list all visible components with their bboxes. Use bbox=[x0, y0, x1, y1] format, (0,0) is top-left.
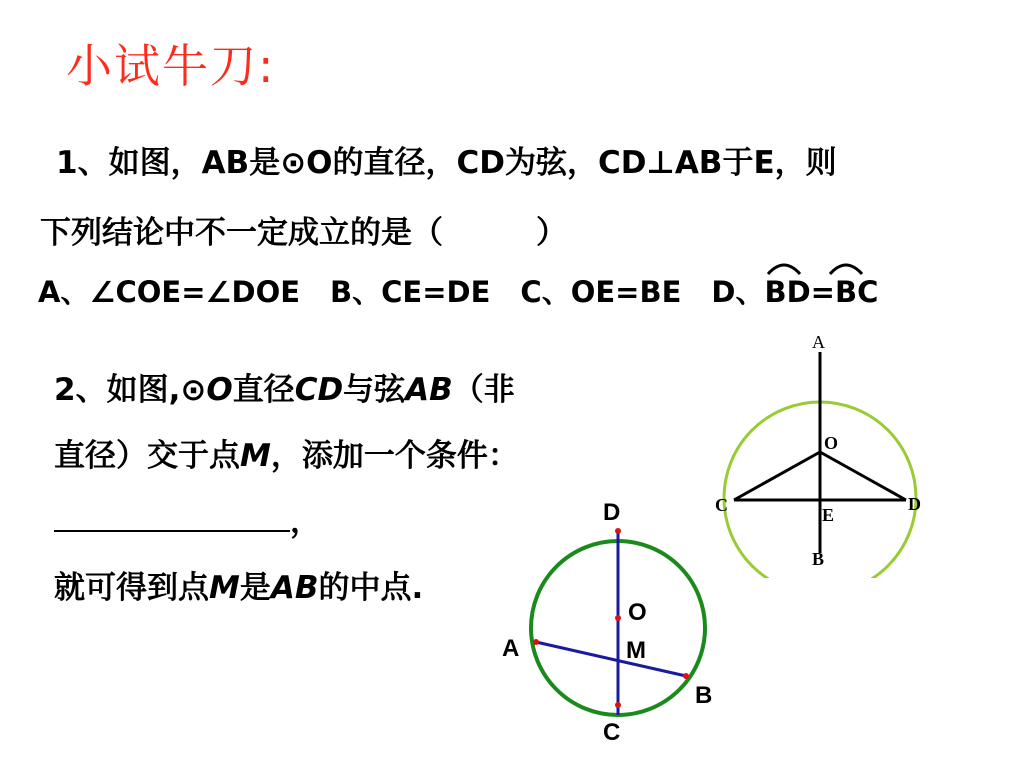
figure-2 bbox=[490, 490, 740, 752]
question-1 bbox=[40, 128, 980, 268]
q2-text: 是 bbox=[239, 570, 271, 606]
option-c-label: C、 bbox=[520, 275, 571, 309]
label-o: O bbox=[824, 433, 839, 453]
q2-text: 的中点. bbox=[318, 570, 424, 606]
option-a bbox=[38, 270, 300, 314]
label-c: C bbox=[715, 495, 728, 515]
label-d: D bbox=[603, 499, 621, 526]
label-b: B bbox=[812, 549, 825, 569]
option-d-text: BD=BC bbox=[764, 275, 879, 309]
q2-text: （非 bbox=[452, 372, 515, 408]
option-a-label: A、 bbox=[38, 275, 90, 309]
label-e: E bbox=[822, 505, 835, 525]
label-c: C bbox=[603, 719, 621, 746]
q2-italic-ab: AB bbox=[270, 570, 319, 606]
q2-text: 就可得到点 bbox=[54, 570, 209, 606]
q2-italic-o: O bbox=[206, 372, 233, 408]
option-a-text: ∠COE=∠DOE bbox=[89, 275, 301, 309]
option-b-text: CE=DE bbox=[381, 275, 491, 309]
point-o bbox=[615, 615, 621, 621]
question-2-line-1 bbox=[54, 357, 674, 423]
label-a: A bbox=[502, 635, 520, 662]
label-m: M bbox=[626, 637, 646, 664]
option-d-label: D、 bbox=[711, 275, 765, 309]
q2-italic-ab: AB bbox=[405, 372, 453, 408]
point-d bbox=[615, 528, 621, 534]
arc-marks-icon bbox=[764, 256, 884, 276]
option-c bbox=[520, 270, 681, 314]
option-c-text: OE=BE bbox=[570, 275, 682, 309]
label-a: A bbox=[812, 332, 825, 352]
option-d-arc-text bbox=[764, 270, 878, 314]
q2-text: 直径 bbox=[232, 372, 295, 408]
q2-text: 与弦 bbox=[343, 372, 406, 408]
option-d bbox=[711, 270, 878, 314]
q2-italic-m: M bbox=[240, 438, 271, 474]
q2-italic-cd: CD bbox=[294, 372, 344, 408]
point-b bbox=[683, 673, 689, 679]
option-b-label: B、 bbox=[330, 275, 382, 309]
question-1-line-2: 下列结论中不一定成立的是（ ） bbox=[40, 215, 567, 251]
q2-text: 直径）交于点 bbox=[54, 438, 240, 474]
q2-text: ， bbox=[290, 504, 321, 540]
question-2-line-2 bbox=[54, 423, 674, 489]
point-a bbox=[533, 639, 539, 645]
label-d: D bbox=[908, 494, 921, 514]
label-b: B bbox=[695, 682, 713, 709]
label-o: O bbox=[628, 599, 647, 626]
q2-text: ，添加一个条件： bbox=[270, 438, 519, 474]
chord-ab bbox=[536, 642, 686, 676]
question-1-line-1: 1、如图，AB是⊙O的直径，CD为弦，CD⊥AB于E，则 bbox=[56, 145, 837, 181]
option-b bbox=[330, 270, 490, 314]
segment-od bbox=[820, 452, 906, 500]
answer-blank bbox=[54, 512, 290, 532]
q2-italic-m: M bbox=[209, 570, 240, 606]
segment-oc bbox=[734, 452, 820, 500]
page-title: 小试牛刀: bbox=[66, 39, 276, 93]
question-1-options bbox=[38, 270, 998, 314]
q2-text: 2、如图,⊙ bbox=[54, 372, 207, 408]
point-c bbox=[615, 702, 621, 708]
